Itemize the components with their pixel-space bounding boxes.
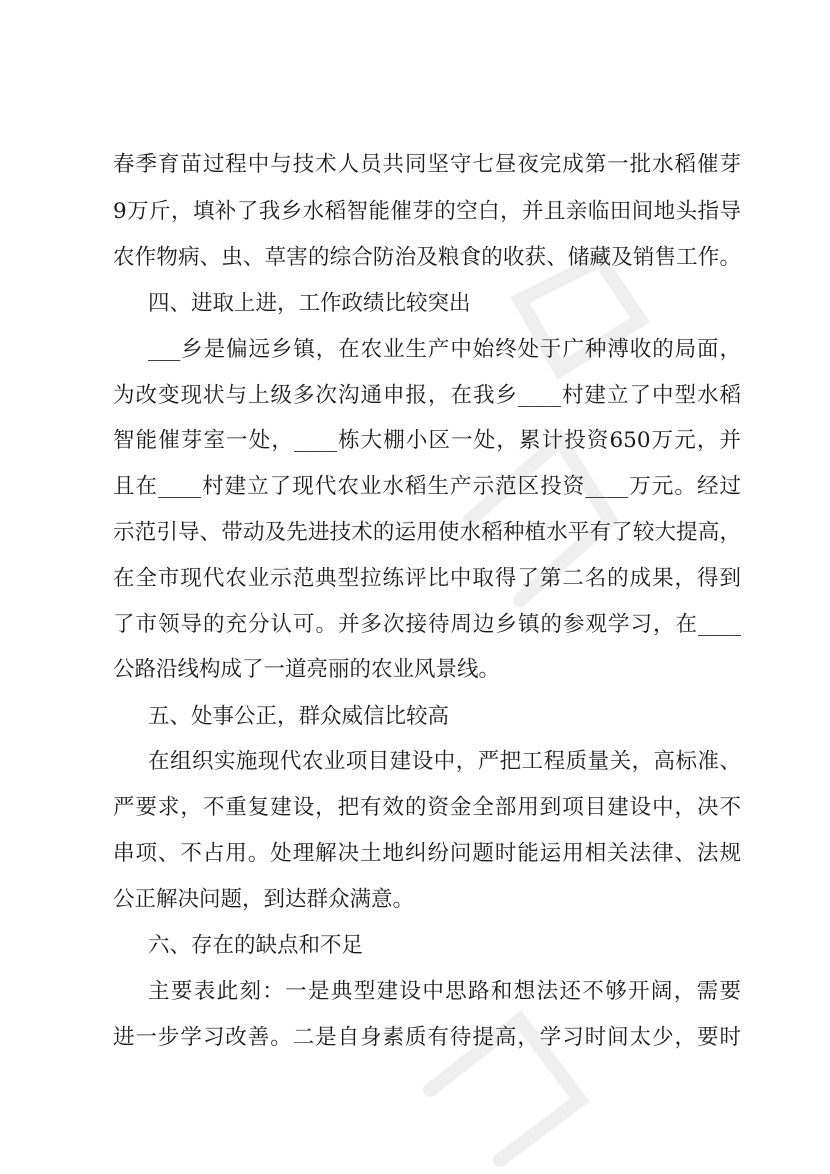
paragraph-line: 9万斤，填补了我乡水稻智能催芽的空白，并且亲临田间地头指导	[113, 199, 741, 224]
paragraph-line: ___乡是偏远乡镇，在农业生产中始终处于广种溥收的局面，	[148, 337, 741, 362]
paragraph-line: 公路沿线构成了一道亮丽的农业风景线。	[113, 657, 501, 682]
paragraph-line: 农作物病、虫、草害的综合防治及粮食的收获、储藏及销售工作。	[113, 245, 741, 270]
paragraph-line: 示范引导、带动及先进技术的运用使水稻种植水平有了较大提高，	[113, 520, 741, 545]
paragraph-line: 进一步学习改善。二是自身素质有待提高，学习时间太少，要时	[113, 1025, 741, 1050]
paragraph-line: 春季育苗过程中与技术人员共同坚守七昼夜完成第一批水稻催芽	[113, 152, 741, 177]
paragraph-line: 且在____村建立了现代农业水稻生产示范区投资____万元。经过	[113, 474, 741, 499]
paragraph-line: 串项、不占用。处理解决土地纠纷问题时能运用相关法律、法规	[113, 841, 741, 866]
paragraph-line: 在组织实施现代农业项目建设中，严把工程质量关，高标准、	[148, 749, 741, 774]
paragraph-line: 了市领导的充分认可。并多次接待周边乡镇的参观学习，在____	[113, 612, 741, 637]
paragraph-line: 主要表此刻：一是典型建设中思路和想法还不够开阔，需要	[148, 979, 741, 1004]
paragraph-line: 智能催芽室一处，____栋大棚小区一处，累计投资650万元，并	[113, 428, 741, 453]
paragraph-line: 为改变现状与上级多次沟通申报，在我乡____村建立了中型水稻	[113, 383, 741, 408]
section-heading: 五、处事公正，群众威信比较高	[148, 704, 450, 729]
section-heading: 四、进取上进，工作政绩比较突出	[148, 291, 471, 316]
section-heading: 六、存在的缺点和不足	[148, 933, 364, 958]
paragraph-line: 在全市现代农业示范典型拉练评比中取得了第二名的成果，得到	[113, 566, 741, 591]
paragraph-line: 公正解决问题，到达群众满意。	[113, 887, 415, 912]
paragraph-line: 严要求，不重复建设，把有效的资金全部用到项目建设中，决不	[113, 795, 741, 820]
